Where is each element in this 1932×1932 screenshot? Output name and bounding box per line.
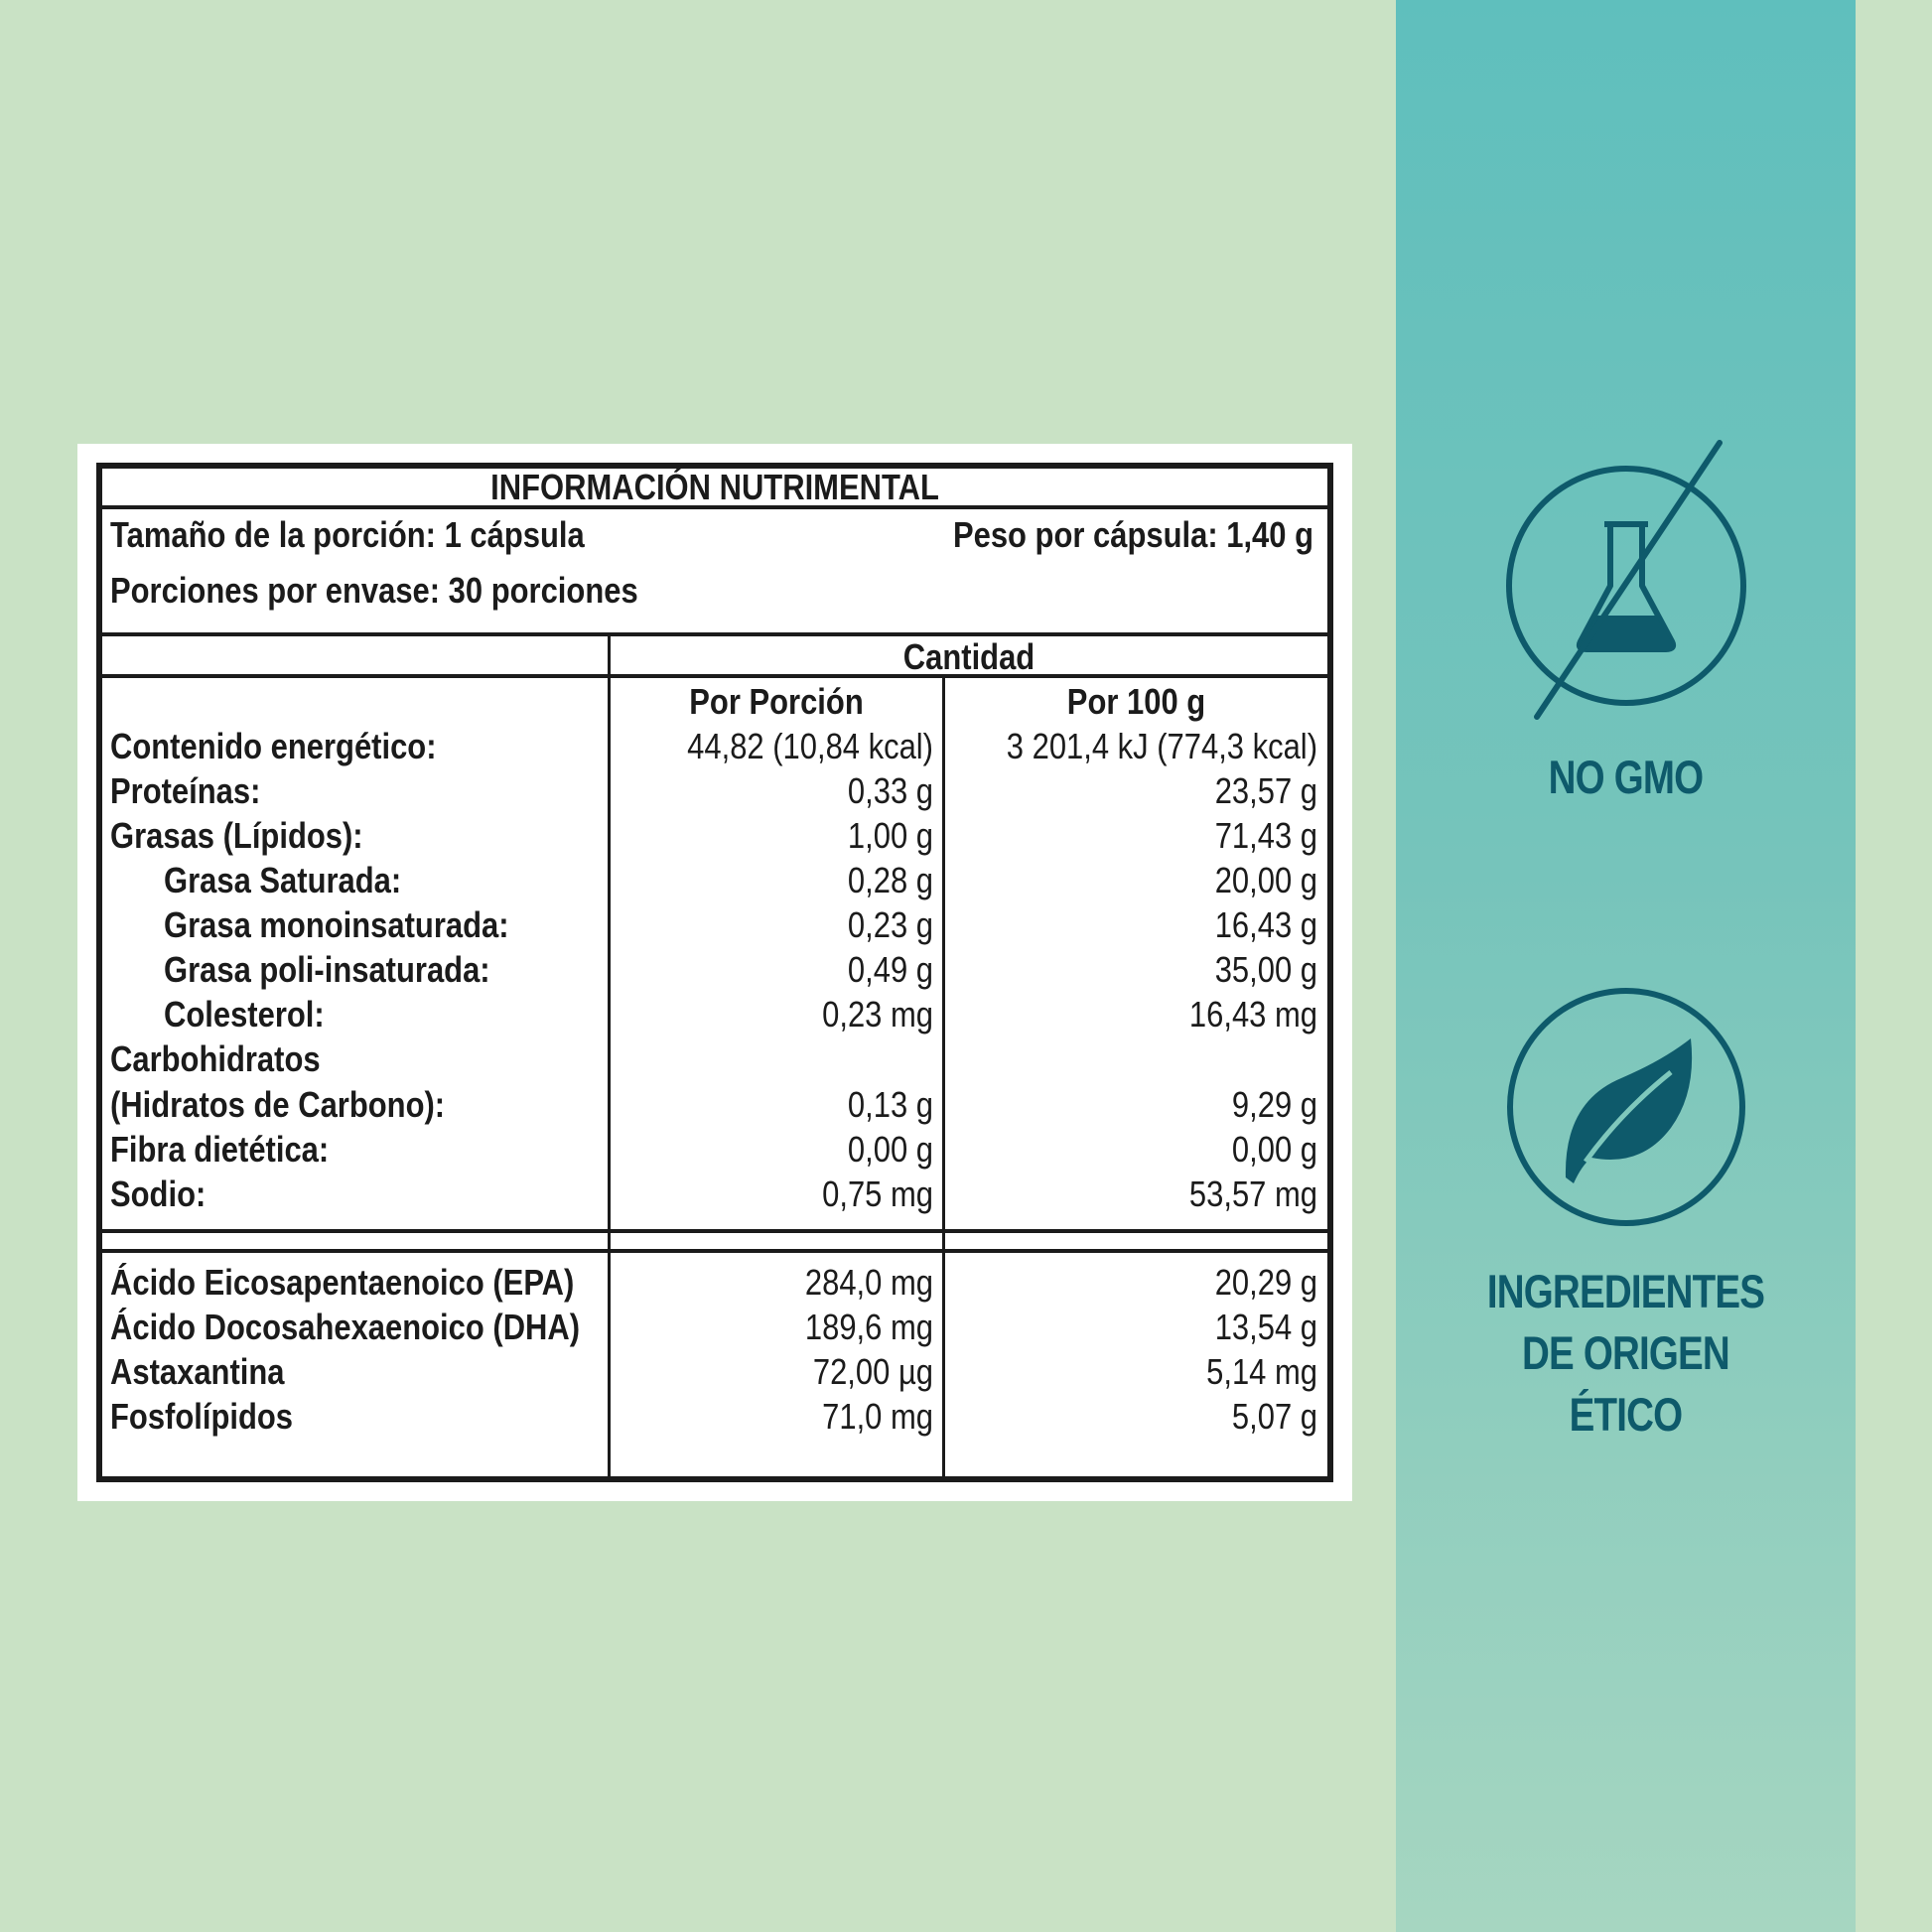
row-per-100g: 53,57 mg <box>1188 1173 1317 1214</box>
row-per-100g: 0,00 g <box>1231 1129 1317 1170</box>
amount-header: Cantidad <box>902 636 1035 677</box>
weight-per-capsule: Peso por cápsula: 1,40 g <box>952 514 1313 555</box>
row-per-serving: 0,23 g <box>847 904 933 945</box>
row-per-100g: 20,00 g <box>1214 860 1317 900</box>
row-per-100g: 35,00 g <box>1214 949 1317 990</box>
row-name: Grasa Saturada: <box>164 860 402 900</box>
row-per-serving: 0,13 g <box>847 1084 933 1125</box>
row-per-serving: 0,75 mg <box>822 1173 933 1214</box>
extra-row-name: Ácido Docosahexaenoico (DHA) <box>110 1307 581 1347</box>
col-per-serving-header: Por Porción <box>689 681 864 722</box>
extra-row-per-100g: 5,07 g <box>1231 1396 1317 1437</box>
row-name: Grasa monoinsaturada: <box>164 904 509 945</box>
row-name: Sodio: <box>110 1173 207 1214</box>
row-name: Colesterol: <box>164 994 325 1035</box>
nutrition-label-card <box>77 444 1352 1501</box>
extra-row-per-100g: 13,54 g <box>1214 1307 1317 1347</box>
extra-row-name: Astaxantina <box>110 1351 285 1392</box>
side-band <box>1396 0 1856 1932</box>
row-per-100g: 71,43 g <box>1214 815 1317 856</box>
extra-row-per-serving: 189,6 mg <box>804 1307 933 1347</box>
rule <box>102 1229 1327 1233</box>
no-gmo-label: NO GMO <box>1548 751 1704 803</box>
serving-size: Tamaño de la porción: 1 cápsula <box>110 514 585 555</box>
extra-row-per-100g: 20,29 g <box>1214 1262 1317 1303</box>
extra-row-per-serving: 284,0 mg <box>804 1262 933 1303</box>
row-per-serving: 0,23 mg <box>822 994 933 1035</box>
no-gmo-flask-icon <box>1487 437 1765 735</box>
row-per-100g: 16,43 g <box>1214 904 1317 945</box>
row-name: Grasas (Lípidos): <box>110 815 363 856</box>
leaf-icon <box>1502 983 1750 1231</box>
servings-per-container: Porciones por envase: 30 porciones <box>110 570 638 611</box>
extra-row-per-100g: 5,14 mg <box>1206 1351 1317 1392</box>
extra-row-name: Ácido Eicosapentaenoico (EPA) <box>110 1262 575 1303</box>
row-per-100g: 16,43 mg <box>1188 994 1317 1035</box>
row-name: Carbohidratos <box>110 1038 321 1079</box>
no-gmo-badge <box>1396 437 1856 808</box>
column-rule <box>608 636 611 1476</box>
row-per-serving: 0,49 g <box>847 949 933 990</box>
ethical-origin-badge <box>1396 983 1856 1446</box>
col-per-100g-header: Por 100 g <box>1066 681 1206 722</box>
extra-row-name: Fosfolípidos <box>110 1396 294 1437</box>
nutrition-table <box>96 463 1333 1482</box>
row-name: Grasa poli-insaturada: <box>164 949 490 990</box>
row-per-100g: 23,57 g <box>1214 770 1317 811</box>
row-per-100g: 3 201,4 kJ (774,3 kcal) <box>1006 726 1317 766</box>
extra-row-per-serving: 71,0 mg <box>822 1396 933 1437</box>
row-per-serving: 0,00 g <box>847 1129 933 1170</box>
row-name: (Hidratos de Carbono): <box>110 1084 446 1125</box>
ethical-origin-label: INGREDIENTES DE ORIGEN ÉTICO <box>1486 1265 1765 1441</box>
row-name: Fibra dietética: <box>110 1129 330 1170</box>
row-per-serving: 0,28 g <box>847 860 933 900</box>
row-per-serving: 1,00 g <box>847 815 933 856</box>
column-rule <box>942 678 945 1476</box>
label-title: INFORMACIÓN NUTRIMENTAL <box>490 467 939 507</box>
row-per-serving: 44,82 (10,84 kcal) <box>687 726 933 766</box>
row-per-100g: 9,29 g <box>1231 1084 1317 1125</box>
row-per-serving: 0,33 g <box>847 770 933 811</box>
row-name: Proteínas: <box>110 770 261 811</box>
extra-row-per-serving: 72,00 µg <box>812 1351 933 1392</box>
rule <box>102 1249 1327 1253</box>
row-name: Contenido energético: <box>110 726 437 766</box>
